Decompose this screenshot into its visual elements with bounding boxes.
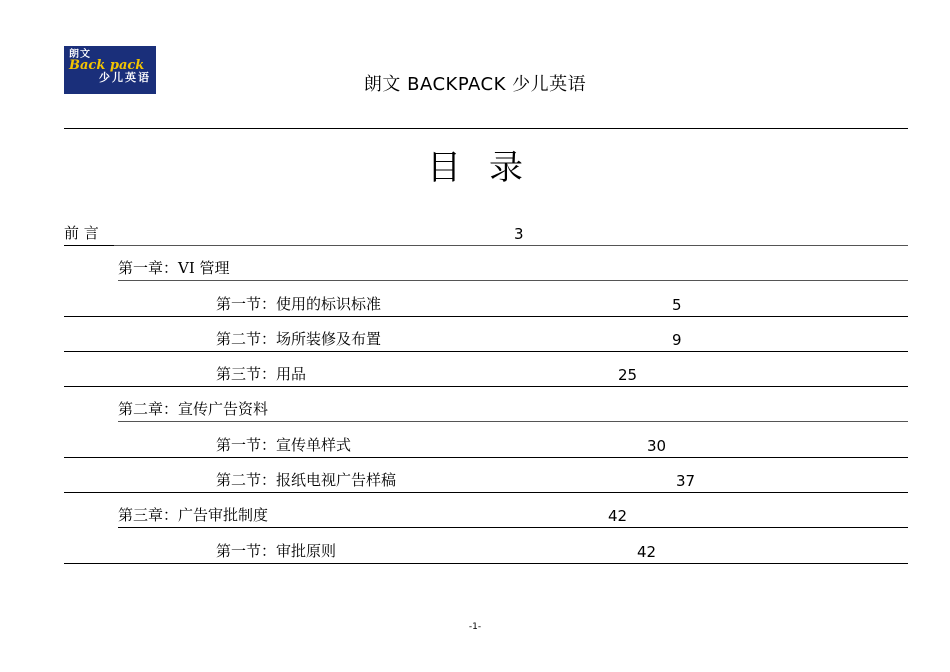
- toc-title: 目录: [427, 148, 551, 188]
- logo-text-cn-bottom: 少儿英语: [99, 71, 151, 84]
- toc-entry-page: 5: [672, 296, 682, 314]
- toc-entry-label: 第一章：VI 管理: [118, 259, 230, 277]
- toc-entry-page: 30: [647, 437, 667, 455]
- toc-entry-page: 42: [637, 543, 657, 561]
- toc-entry-label: 第一节：宣传单样式: [216, 436, 352, 454]
- toc-entry-label: 第二节：场所装修及布置: [216, 330, 382, 348]
- logo-text-backpack: Back pack: [69, 58, 145, 73]
- toc-entry-ch2-sec1[interactable]: [64, 423, 908, 458]
- toc-entry-label: 第一节：审批原则: [216, 542, 337, 560]
- toc-entry-rule: [64, 563, 908, 564]
- toc-entry-chapter-1[interactable]: [64, 246, 908, 281]
- toc-entry-ch1-sec2[interactable]: [64, 317, 908, 352]
- toc-entry-page: 25: [618, 366, 638, 384]
- toc-entry-ch3-sec1[interactable]: [64, 529, 908, 564]
- toc-entry-label: 前 言: [64, 224, 99, 242]
- toc-entry-chapter-2[interactable]: [64, 387, 908, 422]
- toc-entry-preface[interactable]: [64, 211, 908, 246]
- toc-entry-label: 第一节：使用的标识标准: [216, 295, 382, 313]
- toc-entry-page: 3: [514, 225, 524, 243]
- toc-entry-chapter-3[interactable]: [64, 493, 908, 528]
- logo-text-cn-top: 朗文: [69, 49, 91, 60]
- toc-entry-page: 9: [672, 331, 682, 349]
- toc-entry-ch1-sec3[interactable]: [64, 352, 908, 387]
- toc-entry-ch2-sec2[interactable]: [64, 458, 908, 493]
- toc-entry-label: 第二章：宣传广告资料: [118, 400, 269, 418]
- toc-entry-page: 37: [676, 472, 696, 490]
- toc-entry-ch1-sec1[interactable]: [64, 282, 908, 317]
- toc-entry-label: 第三节：用品: [216, 365, 307, 383]
- toc-entry-label: 第三章：广告审批制度: [118, 506, 269, 524]
- toc-entry-label: 第二节：报纸电视广告样稿: [216, 471, 397, 489]
- toc-entry-page: 42: [608, 507, 628, 525]
- header-divider: [64, 128, 908, 129]
- page-number: -1-: [468, 622, 482, 632]
- document-header-title: 朗文 BACKPACK 少儿英语: [363, 74, 587, 95]
- toc-entry-rule: [118, 280, 908, 281]
- toc-entry-rule: [118, 527, 908, 528]
- toc-entry-rule: [118, 421, 908, 422]
